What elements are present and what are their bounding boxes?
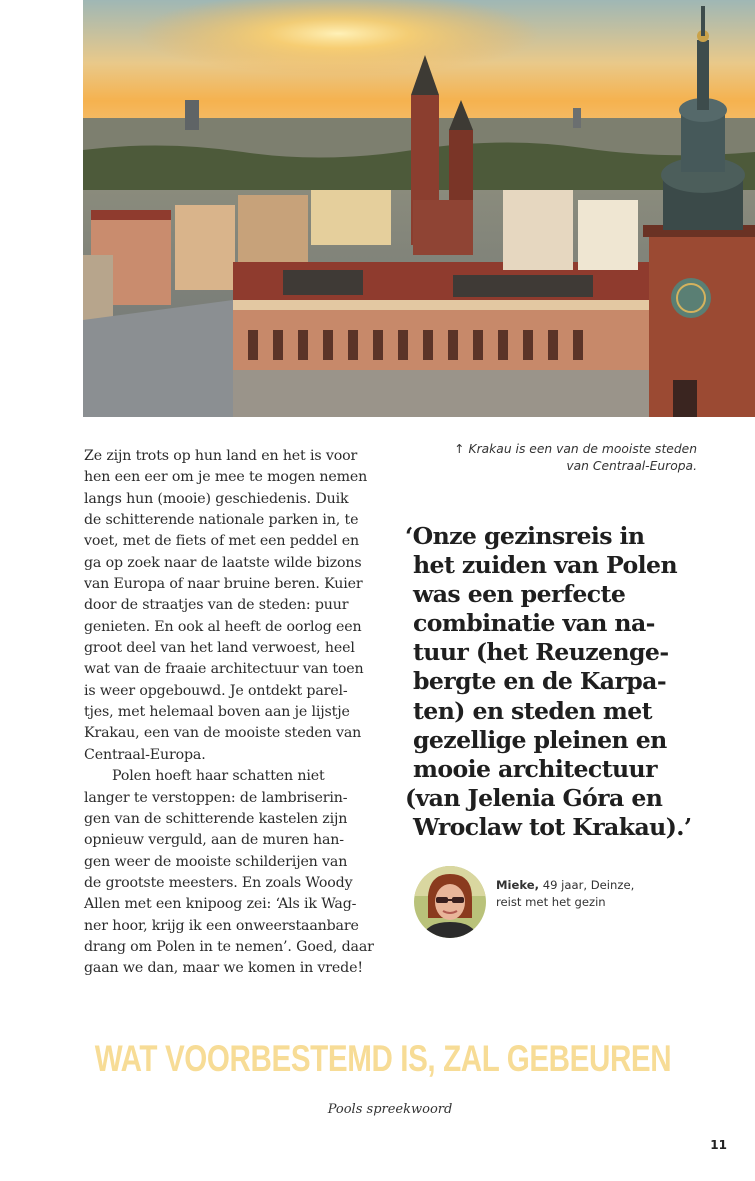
photo-caption [397, 441, 697, 475]
body-line: ner hoor, krijg ik een onweerstaanbare [84, 917, 359, 934]
body-line: is weer opgebouwd. Je ontdekt parel- [84, 682, 348, 699]
quote-line: gezellige pleinen en [413, 725, 667, 754]
quote-line: tuur (het Reuzenge- [413, 638, 669, 667]
body-line: Polen hoeft haar schatten niet [112, 768, 325, 785]
body-line: gen van de schitterende kastelen zijn [84, 810, 348, 827]
person-name: Mieke, [496, 878, 540, 892]
quote-line: (van Jelenia Góra en [405, 783, 663, 812]
pull-quote [405, 522, 755, 842]
body-line: Krakau, een van de mooiste steden van [84, 725, 362, 742]
body-line: langs hun (mooie) geschiedenis. Duik [84, 490, 349, 507]
body-line: gaan we dan, maar we komen in vrede! [84, 960, 363, 977]
body-line: Allen met een knipoog zei: ‘Als ik Wag- [84, 896, 357, 913]
page-number: 11 [710, 1138, 727, 1152]
body-line: tjes, met helemaal boven aan je lijstje [84, 704, 350, 721]
hero-photo [83, 0, 755, 417]
quote-line: bergte en de Karpa- [413, 667, 667, 696]
portrait-illustration [414, 866, 486, 938]
body-line: voet, met de fiets of met een peddel en [84, 533, 359, 550]
quote-attribution [496, 877, 746, 911]
body-line: opnieuw verguld, aan de muren han- [84, 832, 344, 849]
quote-line: ‘Onze gezinsreis in [405, 522, 645, 550]
body-line: de grootste meesters. En zoals Woody [84, 874, 353, 891]
body-line: langer te verstoppen: de lambriserin- [84, 789, 348, 806]
body-line: Centraal-Europa. [84, 746, 206, 763]
body-line: drang om Polen in te nemen’. Goed, daar [84, 938, 374, 955]
body-line: hen een eer om je mee te mogen nemen [84, 469, 368, 486]
headline: WAT VOORBESTEMD IS, ZAL GEBEUREN [94, 1038, 672, 1079]
proverb-source: Pools spreekwoord [327, 1102, 453, 1117]
quote-line: was een perfecte [413, 580, 626, 609]
caption-line: van Centraal-Europa. [566, 459, 697, 473]
body-line: van Europa of naar bruine beren. Kuier [84, 576, 363, 593]
quote-line: het zuiden van Polen [413, 551, 678, 580]
quote-line: Wroclaw tot Krakau).’ [413, 812, 692, 841]
person-details: 49 jaar, Deinze, [539, 878, 635, 892]
body-line: door de straatjes van de steden: puur [84, 597, 349, 614]
body-line: genieten. En ook al heeft de oorlog een [84, 618, 362, 635]
quote-line: combinatie van na- [413, 609, 655, 638]
body-line: ga op zoek naar de laatste wilde bizons [84, 554, 362, 571]
body-line: groot deel van het land verwoest, heel [84, 640, 355, 657]
krakow-aerial-illustration [83, 0, 755, 417]
body-line: wat van de fraaie architectuur van toen [84, 661, 364, 678]
body-line: de schitterende nationale parken in, te [84, 512, 359, 529]
attribution-line: reist met het gezin [496, 895, 606, 909]
avatar [414, 866, 486, 938]
caption-line: ↑ Krakau is een van de mooiste steden [454, 442, 697, 456]
quote-line: mooie architectuur [413, 754, 657, 783]
attribution-line [496, 877, 746, 894]
body-line: gen weer de mooiste schilderijen van [84, 853, 348, 870]
body-line: Ze zijn trots op hun land en het is voor [84, 448, 358, 464]
arrow-up-icon: ↑ [454, 442, 465, 456]
article-body [84, 446, 376, 980]
quote-line: ten) en steden met [413, 696, 652, 725]
